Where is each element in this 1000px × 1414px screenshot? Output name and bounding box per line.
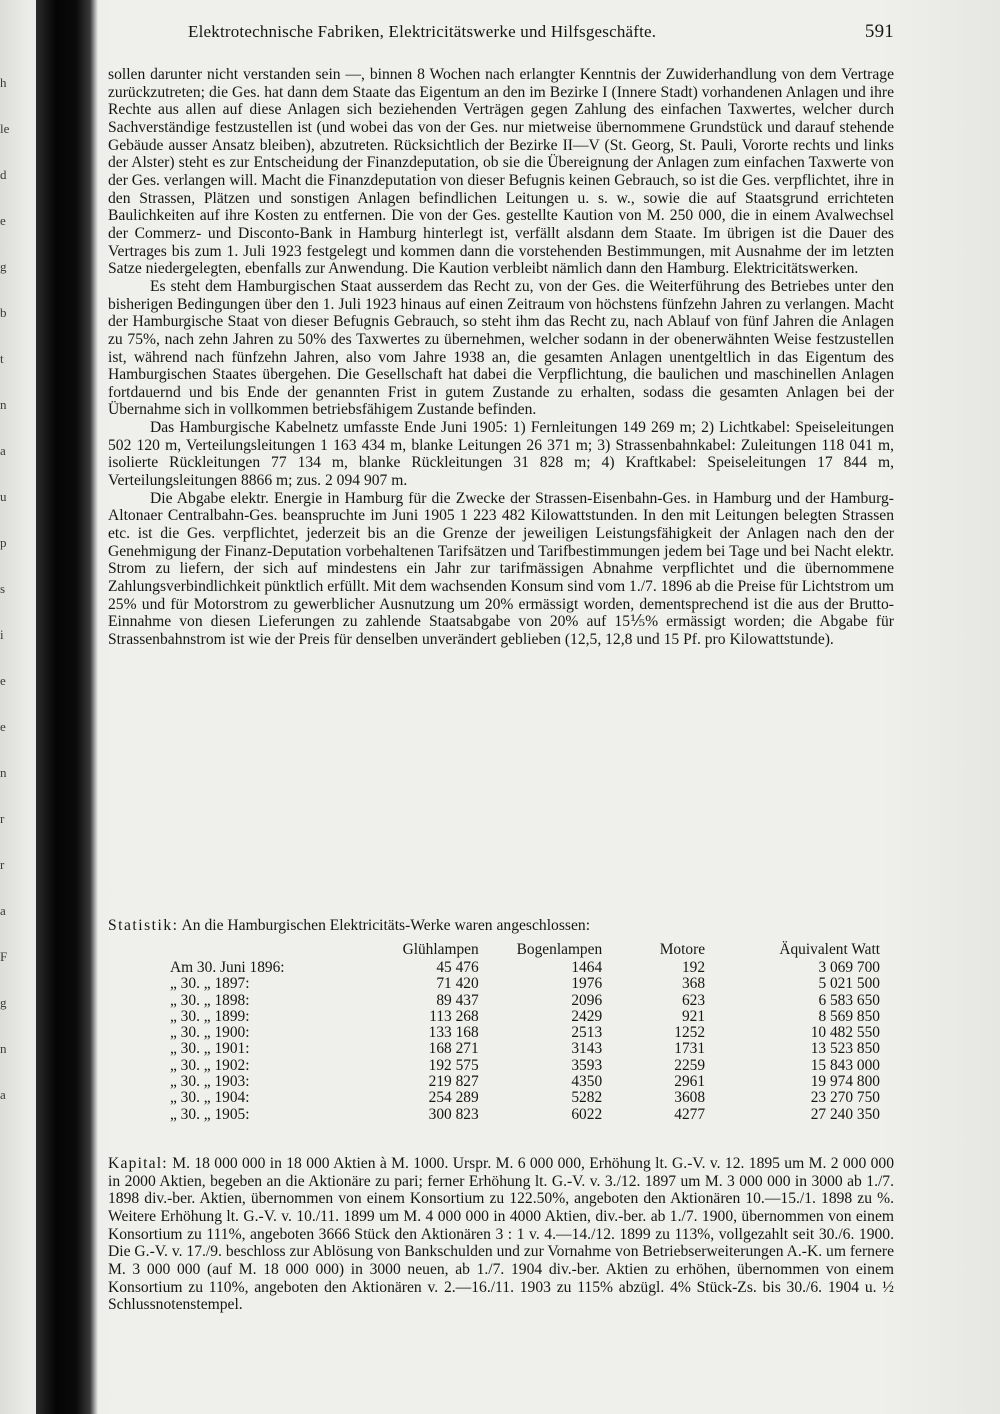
table-body (170, 960, 880, 1123)
cell-gluehlampen: 192 575 (428, 1056, 479, 1074)
cell-motore: 368 (681, 975, 706, 993)
cell-watt: 10 482 550 (810, 1024, 880, 1042)
margin-fragment: n (0, 765, 7, 780)
left-margin-fragments (0, 60, 26, 1400)
cell-motore: 1731 (674, 1040, 706, 1058)
margin-fragment: b (0, 305, 7, 320)
cell-bogenlampen: 2513 (571, 1024, 603, 1042)
paragraph: Die Abgabe elektr. Energie in Hamburg für die Zwecke der Strassen-Eisenbahn-Ges. in Hamburg und der Hamburg-Altonaer Centralbahn-Ges. beanspruchte im Juni 1905 1 223 482 Kilowattstunden. In den mit Leitungen belegten Strassen etc. ist die Ges. verpflichtet, jederzeit bis an die Grenze der jeweiligen Leistungsfähigkeit der Anlagen nach den der Genehmigung der Finanz-Deputation vorbehaltenen Tarifsätzen und Tarifbestimmungen jedem bei Tage und bei Nacht elektr. Strom zu liefern, der sich auf mindestens ein Jahr zur tarifmässigen Abnahme verpflichtet und die übernommene Zahlungsverbindlichkeit pünktlich erfüllt. Mit dem wachsenden Konsum sind vom 1./7. 1896 ab die Preise für Lichtstrom um 25% und für Motorstrom zu gewerblicher Ausnutzung um 20% ermässigt worden, dementsprechend ist die aus der Brutto-Einnahme von diesen Lieferungen zu zahlende Staatsabgabe von 20% auf 15⅕% ermässigt worden; die Abgabe für Strassenbahnstrom ist wie der Preis für denselben unverändert geblieben (12,5, 12,8 und 15 Pf. pro Kilowattstunde). (108, 489, 894, 648)
cell-gluehlampen: 89 437 (436, 991, 479, 1009)
capital-section (108, 1155, 894, 1314)
row-date: „ 30. „ 1897: (170, 975, 250, 993)
paragraph: sollen darunter nicht verstanden sein —, binnen 8 Wochen nach erlangter Kenntnis der Zuwiderhandlung von dem Vertrage zurückzutreten; die Ges. hat dann dem Staate das Eigentum an den im Bezirke I (Innere Stadt) vorhandenen Anlagen und ihre Rechte aus allen auf diese Anlagen sich beziehenden Verträgen gegen Zahlung des einfachen Taxwertes, welcher durch Sachverständige festzustellen ist (und wobei das von der Ges. nur mietweise übernommene Grundstück und darauf stehende Gebäude ausser Ansatz bleiben), abzutreten. Rücksichtlich der Bezirke II—V (St. Georg, St. Pauli, Vororte rechts und links der Alster) steht es zur Entscheidung der Finanzdeputation, ob sie die Übereignung der Anlagen zum einfachen Taxwerte von der Ges. verlangen will. Macht die Finanzdeputation von dieser Befugnis keinen Gebrauch, so ist die Ges. verpflichtet, ihre in den Strassen, Plätzen und sonstigen Anlagen befindlichen Leitungen u. s. w., sowie die auf Staatsgrund errichteten Baulichkeiten auf ihre Kosten zu entfernen. Die von der Ges. gestellte Kaution von M. 250 000, die in einem Avalwechsel der Commerz- und Disconto-Bank in Hamburg hinterlegt ist, verfällt alsdann dem Staate. Im übrigen ist die Dauer des Vertrages bis zum 1. Juli 1923 festgelegt und kommen dann die vorstehenden Bestimmungen, mit Ausnahme der im letzten Satze niedergelegten, ebenfalls zur Anwendung. Die Kaution verbleibt nämlich dann den Hamburg. Elektricitätswerken. (108, 66, 894, 278)
margin-fragment: r (0, 811, 5, 826)
statistics-intro: An die Hamburgischen Elektricitäts-Werke waren angeschlossen: (181, 917, 591, 934)
margin-fragment: s (0, 581, 6, 596)
margin-fragment: r (0, 857, 5, 872)
cell-bogenlampen: 1976 (571, 975, 603, 993)
margin-fragment: F (0, 949, 8, 964)
paragraph: Das Hamburgische Kabelnetz umfasste Ende Juni 1905: 1) Fernleitungen 149 269 m; 2) Lichtkabel: Speiseleitungen 502 120 m, Verteilungsleitungen 1 163 434 m, blanke Leitungen 26 371 m; 3) Strassenbahnkabel: Zuleitungen 118 041 m, isolierte Rückleitungen 77 134 m, blanke Rückleitungen 31 828 m; 4) Kraftkabel: Speiseleitungen 17 844 m, Verteilungsleitungen 8866 m; zus. 2 094 907 m. (108, 419, 894, 490)
cell-watt: 6 583 650 (818, 991, 880, 1009)
table-row (170, 976, 880, 992)
margin-fragment: p (0, 535, 7, 550)
margin-fragment: e (0, 673, 6, 688)
margin-fragment: a (0, 443, 6, 458)
cell-bogenlampen: 6022 (571, 1105, 603, 1123)
margin-fragment: e (0, 719, 6, 734)
cell-bogenlampen: 4350 (571, 1073, 603, 1091)
table-row (170, 1058, 880, 1074)
cell-gluehlampen: 300 823 (428, 1105, 479, 1123)
cell-motore: 3608 (674, 1089, 706, 1107)
cell-motore: 2961 (674, 1073, 706, 1091)
cell-bogenlampen: 3593 (571, 1056, 603, 1074)
margin-fragment: n (0, 397, 7, 412)
cell-motore: 4277 (674, 1105, 706, 1123)
statistics-table (170, 940, 880, 1123)
table-row (170, 1041, 880, 1057)
body-text (108, 66, 894, 649)
table-row (170, 960, 880, 976)
margin-fragment: t (0, 351, 4, 366)
cell-bogenlampen: 5282 (571, 1089, 603, 1107)
binding-shadow (36, 0, 98, 1414)
column-header: Motore (659, 941, 706, 958)
paragraph: Es steht dem Hamburgischen Staat ausserdem das Recht zu, von der Ges. die Weiterführung des Betriebes unter den bisherigen Bedingungen über den 1. Juli 1923 hinaus auf einen Zeitraum von höchstens fünfzehn Jahren zu verlangen. Macht der Hamburgische Staat von dieser Befugnis Gebrauch, so steht ihm das Recht zu, nach Ablauf von fünf Jahren die Anlagen zu 75%, nach zehn Jahren zu 50% des Taxwertes zu übernehmen, welcher sodann in der obenerwähnten Weise festzustellen ist, während nach fünfzehn Jahren, also vom Jahre 1938 an, die gesamten Anlagen unentgeltlich in das Eigentum des Hamburgischen Staates übergehen. Die Gesellschaft hat dabei die Verpflichtung, die baulichen und maschinellen Anlagen fortdauernd und bis Ende der genannten Frist in gutem Zustande zu erhalten, sodass die gesamten Anlagen bei der Übernahme sich in vollkommen betriebsfähigem Zustande befinden. (108, 277, 894, 419)
row-date: „ 30. „ 1900: (170, 1024, 250, 1042)
table-row (170, 993, 880, 1009)
cell-motore: 192 (681, 959, 706, 976)
cell-watt: 3 069 700 (818, 959, 880, 976)
capital-label: Kapital: (108, 1155, 168, 1172)
cell-bogenlampen: 2429 (571, 1007, 603, 1025)
cell-gluehlampen: 133 168 (428, 1024, 479, 1042)
margin-fragment: g (0, 995, 7, 1010)
row-date: „ 30. „ 1902: (170, 1056, 250, 1074)
margin-fragment: a (0, 1087, 6, 1102)
cell-gluehlampen: 219 827 (428, 1073, 479, 1091)
margin-fragment: h (0, 75, 7, 90)
cell-bogenlampen: 3143 (571, 1040, 603, 1058)
cell-watt: 23 270 750 (810, 1089, 880, 1107)
cell-motore: 921 (681, 1007, 706, 1025)
cell-gluehlampen: 254 289 (428, 1089, 479, 1107)
capital-text: M. 18 000 000 in 18 000 Aktien à M. 1000. Urspr. M. 6 000 000, Erhöhung lt. G.-V. v. 12. 1895 um M. 2 000 000 in 2000 Aktien, begeben an die Aktionäre zu pari; ferner Erhöhung lt. G.-V. v. 3./12. 1897 um M. 3 000 000 in 3000 ab 1./7. 1898 div.-ber. Aktien, übernommen von einem Konsortium zu 122.50%, angeboten den Aktionären 10.—15./1. 1898 zu %. Weitere Erhöhung lt. G.-V. v. 10./11. 1899 um M. 4 000 000 in 4000 Aktien, div.-ber. ab 1./7. 1900, übernommen von einem Konsortium zu 111%, angeboten 3666 Stück den Aktionären 3 : 1 v. 4.—14./12. 1899 zu 113%, vollgezahlt seit 30./6. 1900. Die G.-V. v. 17./9. beschloss zur Ablösung von Bankschulden und zur Vornahme von Betriebserweiterungen A.-K. um fernere M. 3 000 000 (auf M. 18 000 000) in 3000 neuen, ab 1./7. 1904 div.-ber. Aktien zu erhöhen, übernommen von einem Konsortium zu 110%, angeboten den Aktionären v. 2.—16./11. 1903 zu 115% abzügl. 4% Stück-Zs. bis 30./6. 1904 u. ½ Schlussnotenstempel. (108, 1155, 894, 1314)
margin-fragment: g (0, 259, 7, 274)
cell-gluehlampen: 71 420 (436, 975, 479, 993)
margin-fragment: u (0, 489, 7, 504)
row-date: Am 30. Juni 1896: (170, 959, 285, 976)
statistics-label: Statistik: (108, 917, 179, 934)
margin-fragment: d (0, 167, 7, 182)
column-header: Glühlampen (402, 941, 479, 958)
statistics-heading (108, 917, 894, 935)
row-date: „ 30. „ 1905: (170, 1105, 250, 1123)
margin-fragment: e (0, 213, 6, 228)
table-row (170, 1074, 880, 1090)
column-header-date (170, 940, 355, 960)
cell-bogenlampen: 2096 (571, 991, 603, 1009)
row-date: „ 30. „ 1899: (170, 1007, 250, 1025)
cell-motore: 2259 (674, 1056, 706, 1074)
row-date: „ 30. „ 1901: (170, 1040, 250, 1058)
cell-motore: 623 (681, 991, 706, 1009)
running-head-title: Elektrotechnische Fabriken, Elektricitätswerke und Hilfsgeschäfte. (188, 22, 657, 41)
margin-fragment: n (0, 1041, 7, 1056)
cell-watt: 19 974 800 (810, 1073, 880, 1091)
row-date: „ 30. „ 1903: (170, 1073, 250, 1091)
running-head (188, 22, 894, 46)
table-row (170, 1090, 880, 1106)
cell-gluehlampen: 168 271 (428, 1040, 479, 1058)
table-row (170, 1107, 880, 1123)
cell-gluehlampen: 45 476 (436, 959, 479, 976)
row-date: „ 30. „ 1904: (170, 1089, 250, 1107)
row-date: „ 30. „ 1898: (170, 991, 250, 1009)
cell-motore: 1252 (674, 1024, 706, 1042)
table-row (170, 1009, 880, 1025)
column-header: Äquivalent Watt (779, 941, 880, 958)
cell-watt: 27 240 350 (810, 1105, 880, 1123)
table-row (170, 1025, 880, 1041)
page-number: 591 (864, 21, 894, 42)
cell-gluehlampen: 113 268 (429, 1007, 479, 1025)
cell-watt: 15 843 000 (810, 1056, 880, 1074)
cell-watt: 8 569 850 (818, 1007, 880, 1025)
cell-watt: 5 021 500 (818, 975, 880, 993)
table-header-row (170, 940, 880, 960)
cell-bogenlampen: 1464 (571, 959, 603, 976)
margin-fragment: a (0, 903, 6, 918)
cell-watt: 13 523 850 (810, 1040, 880, 1058)
column-header: Bogenlampen (516, 941, 603, 958)
margin-fragment: i (0, 627, 4, 642)
margin-fragment: le (0, 121, 10, 136)
